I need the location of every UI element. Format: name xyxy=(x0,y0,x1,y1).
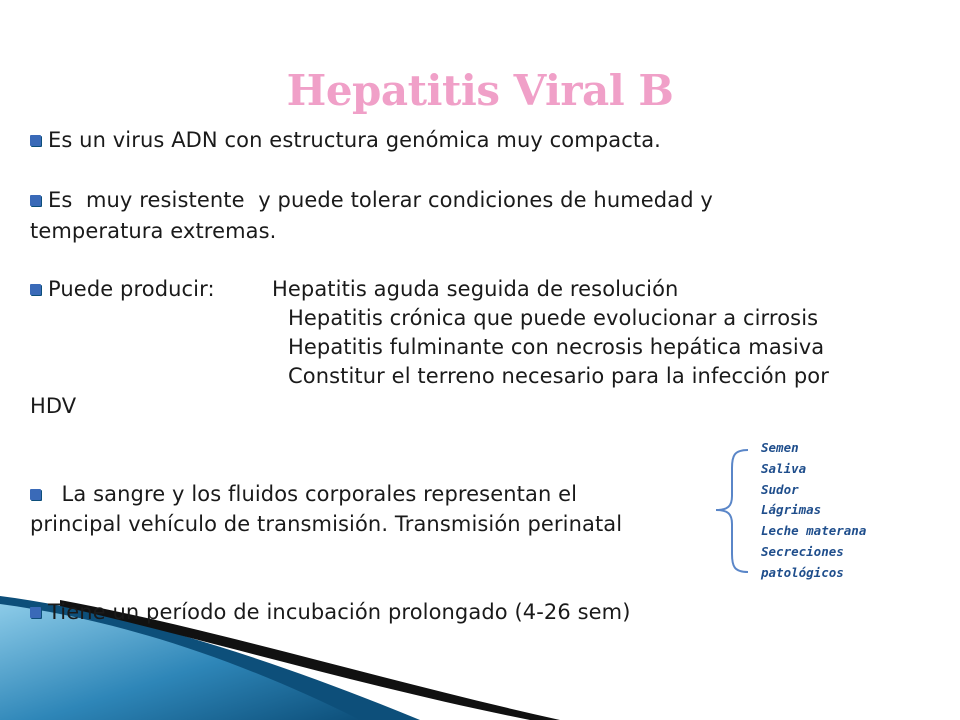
point-1-text: Es un virus ADN con estructura genómica muy compacta. xyxy=(48,128,661,152)
point-2-line-2: temperatura extremas. xyxy=(30,219,277,243)
point-5 xyxy=(30,600,631,624)
point-2-text-1: Es muy resistente y puede tolerar condiciones de humedad y xyxy=(48,188,713,212)
checkbox-bullet-icon xyxy=(30,284,41,295)
checkbox-bullet-icon xyxy=(30,195,41,206)
point-3-item-3: Hepatitis fulminante con necrosis hepática masiva xyxy=(288,335,825,359)
point-3-item-1: Hepatitis aguda seguida de resolución xyxy=(272,277,679,301)
fluid-item: Lágrimas xyxy=(761,502,822,518)
point-3-lead: Puede producir: xyxy=(48,277,215,301)
point-5-text: Tiene un período de incubación prolongado (4-26 sem) xyxy=(48,600,631,624)
point-3-line-1 xyxy=(30,277,679,301)
point-4-line-2: principal vehículo de transmisión. Transmisión perinatal xyxy=(30,512,623,536)
point-3-tail: HDV xyxy=(30,394,77,418)
point-2-line-1 xyxy=(30,188,713,212)
curly-brace-icon xyxy=(712,446,752,576)
point-3-item-4: Constitur el terreno necesario para la infección por xyxy=(288,364,829,388)
point-4-text-1: La sangre y los fluidos corporales representan el xyxy=(48,482,578,506)
slide-title: Hepatitis Viral B xyxy=(286,66,674,115)
checkbox-bullet-icon xyxy=(30,135,41,146)
checkbox-bullet-icon xyxy=(30,607,41,618)
point-1 xyxy=(30,128,661,152)
fluid-item: Semen xyxy=(761,440,799,455)
fluid-item: Secreciones xyxy=(761,543,844,559)
fluids-list xyxy=(761,438,866,584)
checkbox-bullet-icon xyxy=(30,489,41,500)
fluid-item: Saliva xyxy=(761,460,807,476)
point-4-line-1 xyxy=(30,482,577,506)
fluid-item: Leche materana xyxy=(761,523,867,539)
fluid-item: Sudor xyxy=(761,481,799,497)
fluid-item: patológicos xyxy=(761,564,844,580)
point-3-item-2: Hepatitis crónica que puede evolucionar a cirrosis xyxy=(288,306,819,330)
